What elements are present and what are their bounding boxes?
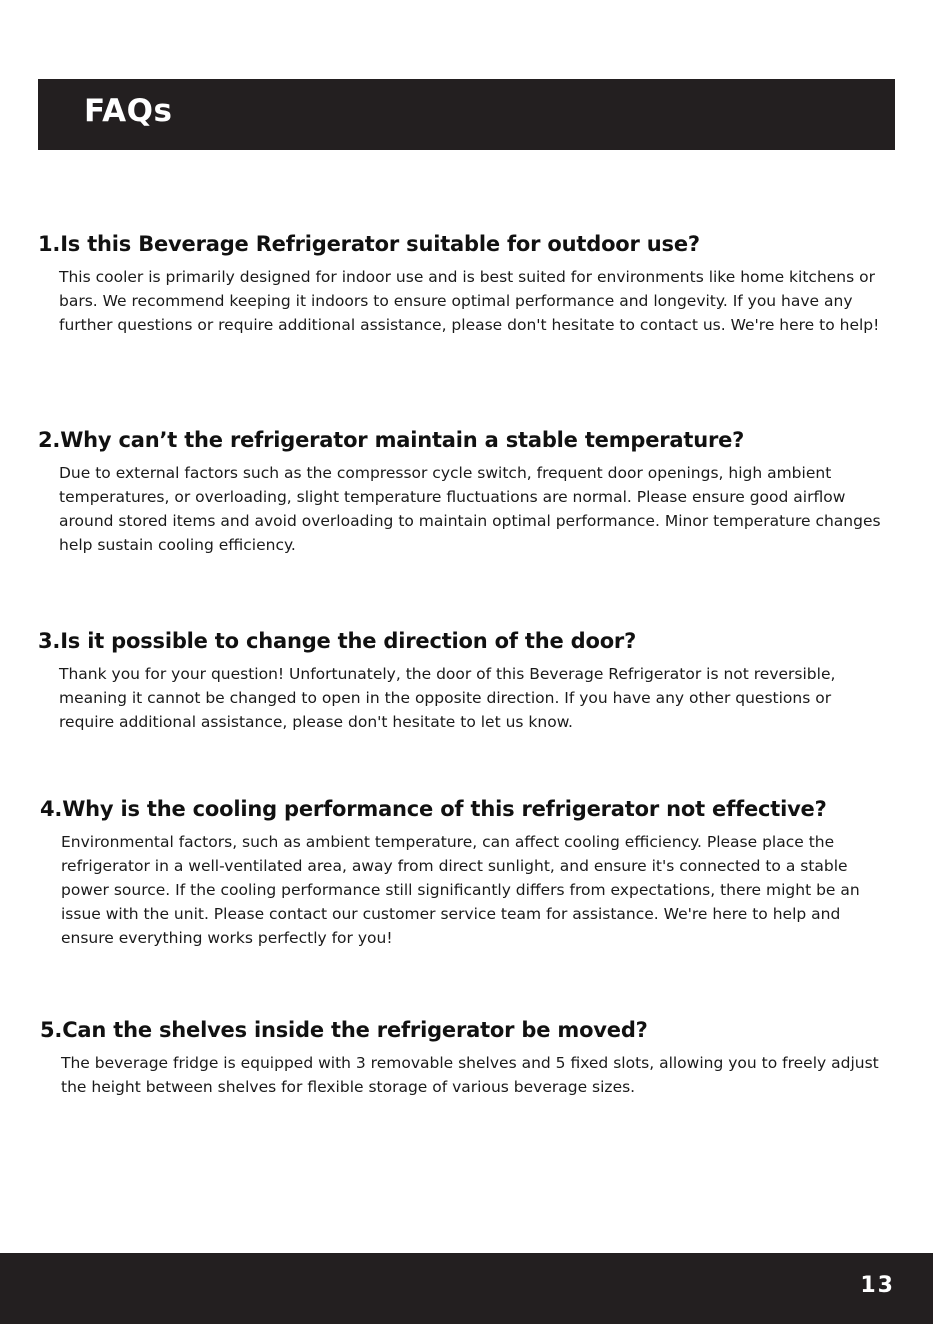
faq-question: 1.Is this Beverage Refrigerator suitable for outdoor use? [38,232,700,256]
faq-question: 4.Why is the cooling performance of this refrigerator not effective? [40,797,827,821]
faq-answer: Thank you for your question! Unfortunately, the door of this Beverage Refrigerator is not reversible, meaning it cannot be changed to open in the opposite direction. If you have any other questions or require additional assistance, please don't hesitate to let us know. [59,665,836,731]
faq-question: 5.Can the shelves inside the refrigerator be moved? [40,1018,648,1042]
faq-answer: This cooler is primarily designed for indoor use and is best suited for environments like home kitchens or bars. We recommend keeping it indoors to ensure optimal performance and longevity. If you have any further questions or require additional assistance, please don't hesitate to contact us. We're here to help! [59,268,880,334]
faq-item-2 [38,428,898,557]
page-title: FAQs [84,93,173,129]
faq-question: 2.Why can’t the refrigerator maintain a stable temperature? [38,428,745,452]
faq-question: 3.Is it possible to change the direction of the door? [38,629,637,653]
footer-bar [0,1253,933,1324]
header-bar [38,79,895,150]
page-number: 13 [860,1273,895,1298]
faq-item-4 [40,797,900,950]
faq-answer: Environmental factors, such as ambient temperature, can affect cooling efficiency. Please place the refrigerator in a well-ventilated area, away from direct sunlight, and ensure it's connected to a stable power source. If the cooling performance still significantly differs from expectations, there might be an issue with the unit. Please contact our customer service team for assistance. We're here to help and ensure everything works perfectly for you! [61,833,860,947]
faq-item-3 [38,629,898,734]
faq-item-5 [40,1018,900,1099]
faq-item-1 [38,232,898,337]
faq-answer: Due to external factors such as the compressor cycle switch, frequent door openings, high ambient temperatures, or overloading, slight temperature fluctuations are normal. Please ensure good airflow around stored items and avoid overloading to maintain optimal performance. Minor temperature changes help sustain cooling efficiency. [59,464,881,554]
faq-answer: The beverage fridge is equipped with 3 removable shelves and 5 fixed slots, allowing you to freely adjust the height between shelves for flexible storage of various beverage sizes. [61,1054,879,1096]
